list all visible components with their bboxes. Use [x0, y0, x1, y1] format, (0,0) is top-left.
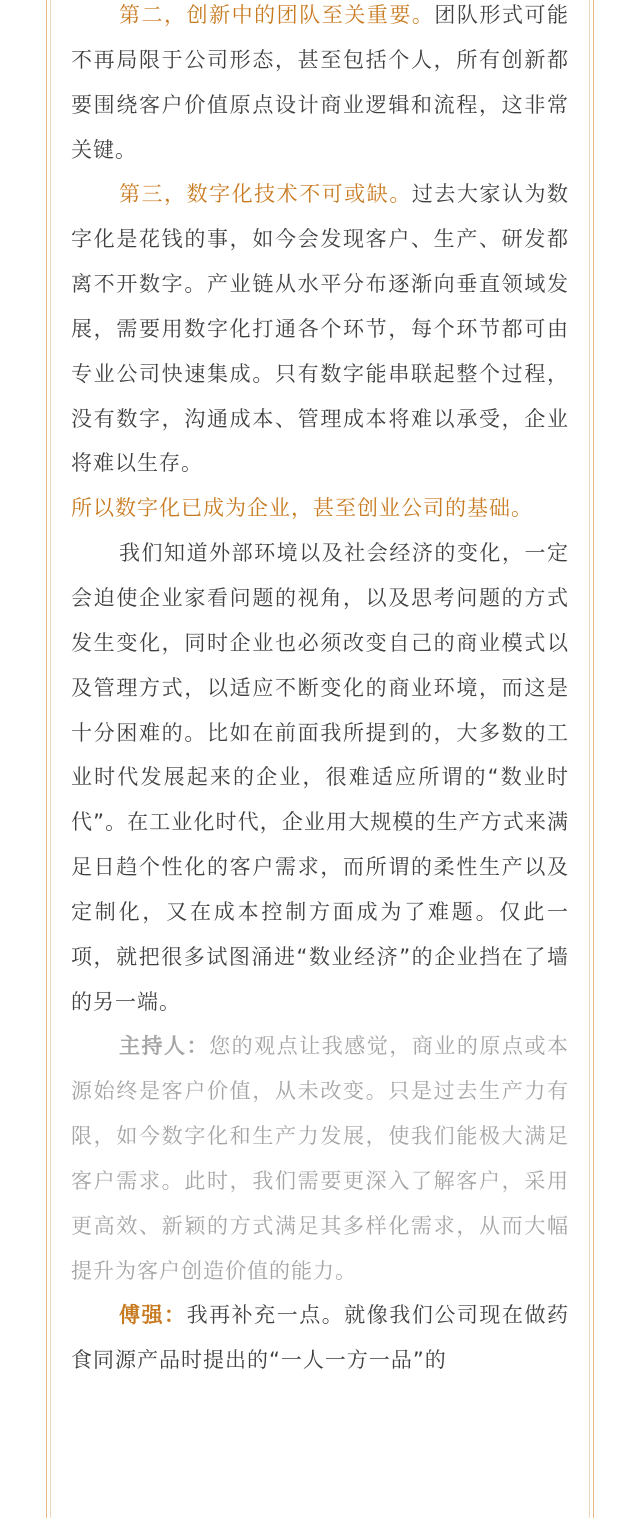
paragraph-host [71, 1024, 569, 1293]
paragraph-fu-qiang [71, 1293, 569, 1383]
fu-qiang-speaker-label: 傅强： [119, 1303, 187, 1328]
fu-qiang-text: 我再补充一点。就像我们公司现在做药食同源产品时提出的“一人一方一品”的 [71, 1303, 570, 1373]
team-text: 团队形式可能不再局限于公司形态，甚至包括个人，所有创新都要围绕客户价值原点设计商业逻辑和流程，这非常关键。 [71, 3, 570, 162]
host-text: 您的观点让我感觉，商业的原点或本源始终是客户价值，从未改变。只是过去生产力有限，如今数字化和生产力发展，使我们能极大满足客户需求。此时，我们需要更深入了解客户，采用更高效、新颖的方式满足其多样化需求，从而大幅提升为客户创造价值的能力。 [71, 1034, 570, 1283]
paragraph-digital [71, 172, 569, 486]
host-speaker-label: 主持人： [119, 1034, 210, 1059]
digital-heading: 第三，数字化技术不可或缺。 [119, 182, 412, 207]
paragraph-team [71, 0, 569, 172]
paragraph-environment [71, 531, 569, 1024]
environment-text: 我们知道外部环境以及社会经济的变化，一定会迫使企业家看问题的视角，以及思考问题的方式发生变化，同时企业也必须改变自己的商业模式以及管理方式，以适应不断变化的商业环境，而这是十分困难的。比如在前面我所提到的，大多数的工业时代发展起来的企业，很难适应所谓的“数业时代”。在工业化时代，企业用大规模的生产方式来满足日趋个性化的客户需求，而所谓的柔性生产以及定制化，又在成本控制方面成为了难题。仅此一项，就把很多试图涌进“数业经济”的企业挡在了墙的另一端。 [71, 541, 569, 1014]
digital-text: 过去大家认为数字化是花钱的事，如今会发现客户、生产、研发都离不开数字。产业链从水平分布逐渐向垂直领域发展，需要用数字化打通各个环节，每个环节都可由专业公司快速集成。只有数字能串联起整个过程，没有数字，沟通成本、管理成本将难以承受，企业将难以生存。 [71, 182, 570, 476]
team-heading: 第二，创新中的团队至关重要。 [119, 3, 435, 27]
article-body [71, 0, 569, 1383]
paragraph-digital-highlight [71, 486, 569, 531]
digital-highlight-text: 所以数字化已成为企业，甚至创业公司的基础。 [71, 496, 533, 521]
